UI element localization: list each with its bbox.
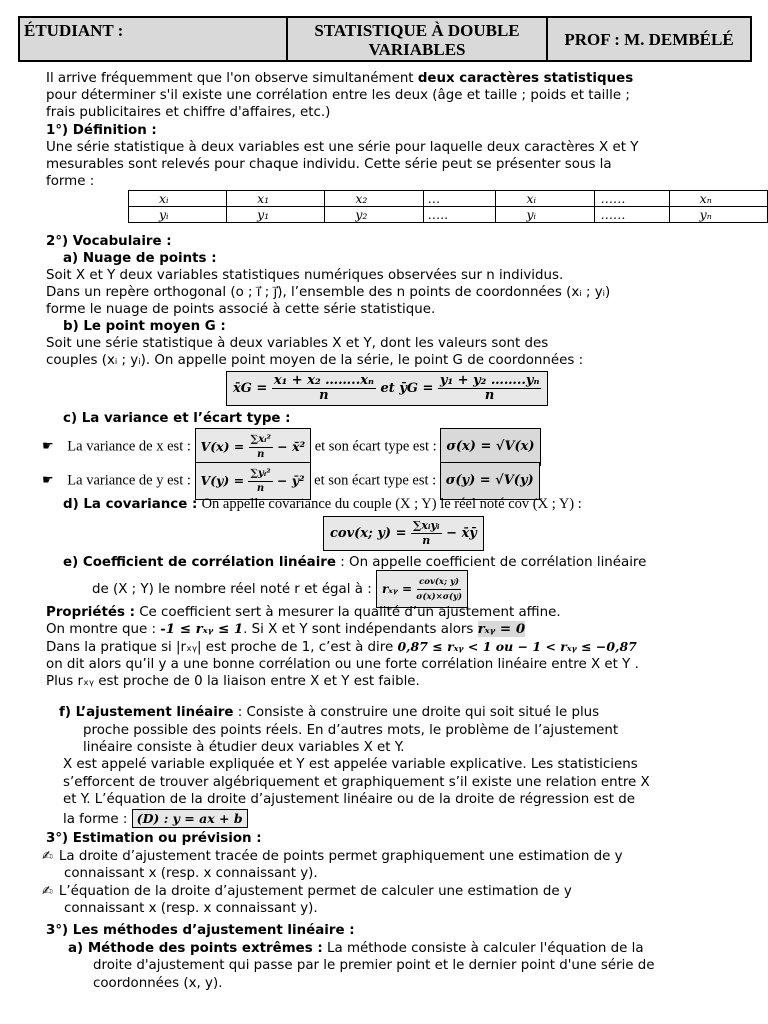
properties-section: Propriétés : Ce coefficient sert à mesurer la qualité d’un ajustement affine. On montre que : -1 ≤ rₓᵧ ≤ 1. Si X et Y sont indépendants alors rₓᵧ = 0 Dans la pratique si |rₓᵧ| est proche de 1, c’est à dire 0,87 ≤ rₓᵧ < 1 ou − 1 < rₓᵧ ≤ −0,87 on dit alors qu’il y a une bonne corrélation ou une forte corrélation linéaire entre X et Y . Plus rₓᵧ est proche de 0 la liaison entre X et Y est faible. <box>46 605 639 689</box>
point-moyen-line1: Soit une série statistique à deux variables X et Y, dont les valeurs sont des <box>46 336 549 351</box>
table-row <box>129 191 768 207</box>
sd-y-text: et son écart type est : <box>314 472 437 489</box>
yg-label: ȳG = <box>399 381 434 396</box>
table-cell: …… <box>594 191 669 207</box>
variance-x-formula: V(x) = $\frac{\text{∑xᵢ²}}{n}$ − x̄² <box>195 428 312 466</box>
ajustement-section: f) L’ajustement linéaire : Consiste à construire une droite qui soit situé le plus proche possible des points réels. En d’autres mots, le problème de l’ajustement linéaire consiste à étudier deux variables X et Y. <box>59 705 619 755</box>
student-label: ÉTUDIANT : <box>20 18 288 60</box>
yg-numerator: y₁ + y₂ ……..yₙ <box>439 373 540 388</box>
properties-heading: Propriétés : <box>46 605 135 620</box>
hand-pointing-icon: ☛ <box>42 438 54 454</box>
xg-numerator: x₁ + x₂ ……..xₙ <box>273 373 374 388</box>
g-formula-box <box>226 371 548 406</box>
variance-y-formula: V(y) = $\frac{\text{∑yᵢ²}}{n}$ − ȳ² <box>195 462 311 500</box>
table-cell: x₂ <box>325 191 423 207</box>
et-label: et <box>380 381 395 396</box>
table-cell: … <box>423 191 496 207</box>
definition-line3: forme : <box>46 174 95 189</box>
table-cell: xᵢ <box>496 191 594 207</box>
nuage-line1: Soit X et Y deux variables statistiques numériques observées sur n individus. <box>46 268 564 283</box>
correlation-text2: de (X ; Y) le nombre réel noté r et égal à : <box>92 582 372 597</box>
table-cell: y₁ <box>227 207 325 223</box>
header-bar <box>18 16 752 62</box>
properties-line4: on dit alors qu’il y a une bonne corrélation ou une forte corrélation linéaire entre X et Y . <box>46 657 639 672</box>
table-cell: yᵢ <box>129 207 227 223</box>
definition-line2: mesurables sont relevés pour chaque individu. Cette série peut se présenter sous la <box>46 157 612 172</box>
vocab-heading: 2°) Vocabulaire : <box>46 234 172 249</box>
table-cell: xᵢ <box>129 191 227 207</box>
intro-line2: pour déterminer s'il existe une corrélation entre les deux (âge et taille ; poids et taille ; <box>46 88 630 103</box>
covariance-line <box>63 496 582 513</box>
nuage-heading: a) Nuage de points : <box>63 251 217 266</box>
nuage-line3: forme le nuage de points associé à cette série statistique. <box>46 302 436 317</box>
xg-denominator: n <box>319 388 329 403</box>
intro-bold: deux caractères statistiques <box>417 71 634 86</box>
ajustement-section-2: X est appelé variable expliquée et Y est appelée variable explicative. Les statisticiens s’efforcent de trouver algébriquement et graphiquement s’il existe une relation entre X et Y. L’équation de la droite d’ajustement linéaire ou de la droite de régression est de la forme : (D) : y = ax + b <box>63 757 650 827</box>
covariance-formula: cov(x; y) = $\frac{\text{∑xᵢyᵢ}}{n}$ − x̄ȳ <box>323 516 484 551</box>
estimation-section: 3°) Estimation ou prévision : ✍ La droite d’ajustement tracée de points permet graphiquement une estimation de y connaissant x (resp. x connaissant y). ✍ L’équation de la droite d’ajustement permet de calculer une estimation de y connaissant x (resp. x connaissant y). <box>42 831 623 916</box>
intro-text: Il arrive fréquemment que l'on observe simultanément <box>46 71 418 86</box>
variance-heading: c) La variance et l’écart type : <box>63 411 291 426</box>
page-title: STATISTIQUE À DOUBLE VARIABLES <box>288 18 548 60</box>
covariance-text: On appelle covariance du couple (X ; Y) le réel noté cov (X ; Y) : <box>201 496 582 512</box>
ajustement-heading: f) L’ajustement linéaire <box>59 705 234 720</box>
methods-section: 3°) Les méthodes d’ajustement linéaire : a) Méthode des points extrêmes : La méthode consiste à calculer l'équation de la droite d'ajustement qui passe par le premier point et le dernier point d'une série de coordonnées (x, y). <box>46 923 655 991</box>
sd-y-formula: σ(y) = √V(y) <box>440 462 540 500</box>
correlation-line1 <box>63 554 646 571</box>
definition-heading: 1°) Définition : <box>46 123 157 138</box>
intro-paragraph <box>46 70 726 121</box>
sd-x-formula: σ(x) = √V(x) <box>440 428 540 466</box>
writing-hand-icon: ✍ <box>42 848 53 864</box>
variance-x-row <box>42 428 541 466</box>
estimation-heading: 3°) Estimation ou prévision : <box>46 831 262 846</box>
methods-heading: 3°) Les méthodes d’ajustement linéaire : <box>46 923 355 938</box>
point-moyen-heading: b) Le point moyen G : <box>63 319 226 334</box>
nuage-line2: Dans un repère orthogonal (o ; i⃗ ; j⃗), l’ensemble des n points de coordonnées (xᵢ ; yᵢ) <box>46 285 611 300</box>
table-cell: y₂ <box>325 207 423 223</box>
variance-y-row <box>42 462 540 500</box>
writing-hand-icon: ✍ <box>42 883 53 899</box>
table-cell: …… <box>594 207 669 223</box>
strong-correlation-range: 0,87 ≤ rₓᵧ < 1 ou − 1 < rₓᵧ ≤ −0,87 <box>397 639 637 654</box>
intro-line3: frais publicitaires et chiffre d'affaires, etc.) <box>46 105 331 120</box>
definition-section <box>46 122 726 190</box>
point-moyen-line2: couples (xᵢ ; yᵢ). On appelle point moyen de la série, le point G de coordonnées : <box>46 353 584 368</box>
definition-line1: Une série statistique à deux variables est une série pour laquelle deux caractères X et Y <box>46 140 639 155</box>
correlation-text1: : On appelle coefficient de corrélation linéaire <box>336 555 647 570</box>
covariance-heading: d) La covariance : <box>63 497 198 512</box>
prof-label: PROF : M. DEMBÉLÉ <box>564 29 734 49</box>
points-extremes-heading: a) Méthode des points extrêmes : <box>68 940 323 956</box>
vocab-section-a <box>46 233 726 369</box>
correlation-line2 <box>92 570 468 608</box>
hand-pointing-icon: ☛ <box>42 472 54 488</box>
bounds-inequality: -1 ≤ rₓᵧ ≤ 1 <box>160 621 244 637</box>
sd-x-text: et son écart type est : <box>314 438 437 455</box>
table-cell: xₙ <box>669 191 767 207</box>
series-table <box>128 190 768 223</box>
variance-y-text: La variance de y est : <box>67 472 191 489</box>
yg-denominator: n <box>484 388 495 403</box>
regression-equation: (D) : y = ax + b <box>132 809 248 829</box>
table-cell: ….. <box>423 207 496 223</box>
correlation-heading: e) Coefficient de corrélation linéaire <box>63 555 336 570</box>
correlation-formula: rₓᵧ = $\frac{\text{cov(x; y)}}{\sigma(x)\times\sigma(y)}$ <box>376 570 468 608</box>
properties-line1: Ce coefficient sert à mesurer la qualité d’un ajustement affine. <box>134 605 561 620</box>
properties-line5: Plus rₓᵧ est proche de 0 la liaison entre X et Y est faible. <box>46 674 420 689</box>
xg-label: x̄G = <box>233 381 268 396</box>
table-cell: x₁ <box>227 191 325 207</box>
variance-x-text: La variance de x est : <box>67 438 191 455</box>
r-zero-highlight: rₓᵧ = 0 <box>477 621 526 637</box>
table-cell: yₙ <box>669 207 767 223</box>
table-row <box>129 207 768 223</box>
table-cell: yᵢ <box>496 207 594 223</box>
